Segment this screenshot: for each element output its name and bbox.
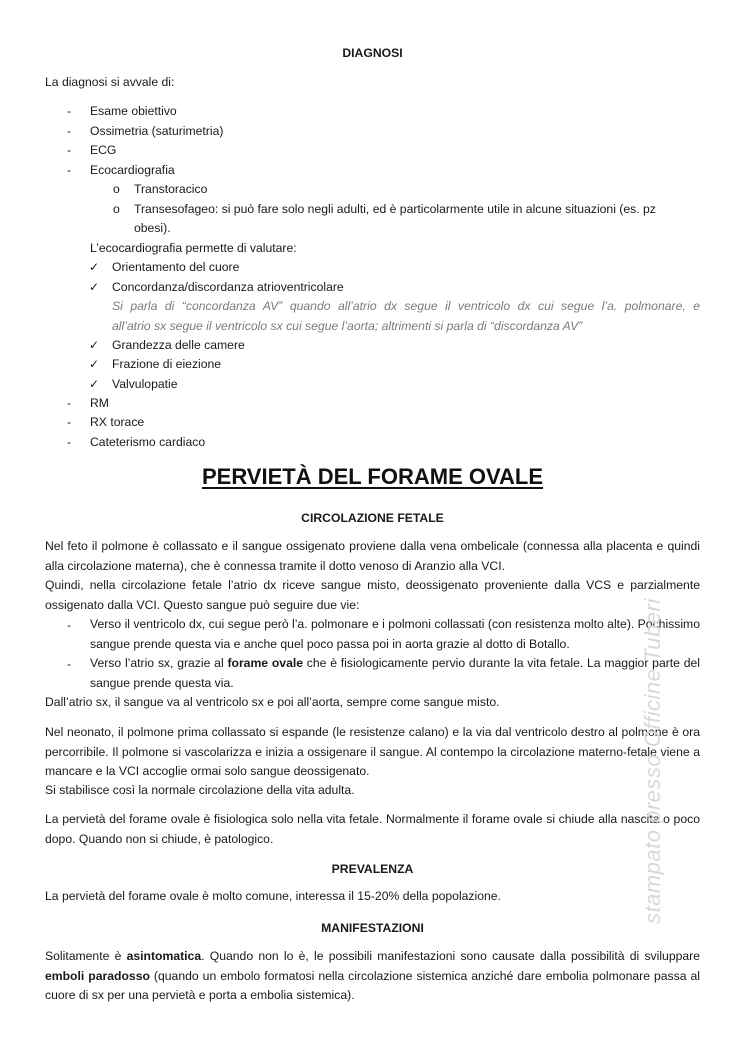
paragraph: Quindi, nella circolazione fetale l’atrio dx riceve sangue misto, deossigenato proveniente dalla VCS e parzialmente ossigenato dalla VCI. Questo sangue può seguire due vie: bbox=[45, 578, 700, 612]
dash-bullet: - bbox=[67, 104, 72, 118]
paragraph: Nel neonato, il polmone prima collassato si espande (le resistenze calano) e la via dal ventricolo destro al polmone è ora percorribile. Il polmone si vascolarizza e inizia a ossigenare il sangue. Al contempo la circolazione materno-fetale viene a mancare e la VCI accoglie ormai solo sangue deossigenato. bbox=[45, 725, 700, 778]
paragraph: Dall’atrio sx, il sangue va al ventricolo sx e poi all’aorta, sempre come sangue misto. bbox=[45, 695, 500, 709]
list-item: Cateterismo cardiaco bbox=[90, 435, 206, 449]
check-item: Concordanza/discordanza atrioventricolare bbox=[112, 280, 344, 294]
circle-bullet: o bbox=[113, 182, 120, 196]
circle-bullet: o bbox=[113, 202, 120, 216]
eco-intro: L’ecocardiografia permette di valutare: bbox=[90, 241, 297, 255]
bold-term: asintomatica bbox=[126, 949, 202, 963]
list-item bbox=[90, 654, 700, 693]
dash-bullet: - bbox=[67, 143, 72, 157]
diagnosi-intro: La diagnosi si avvale di: bbox=[45, 75, 175, 89]
list-item: RX torace bbox=[90, 415, 145, 429]
note-line: all’atrio sx segue il ventricolo sx cui segue l’aorta; altrimenti si parla di “discordanza AV” bbox=[112, 319, 583, 333]
page-title: PERVIETÀ DEL FORAME OVALE bbox=[201, 464, 544, 489]
dash-bullet: - bbox=[67, 163, 72, 177]
text-run: (quando un embolo formatosi nella circolazione sistemica anziché dare embolia polmonare passa al cuore di sx per una pervietà e porta a embolia sistemica). bbox=[45, 968, 700, 1002]
check-item: Valvulopatie bbox=[112, 377, 178, 391]
dash-bullet: - bbox=[67, 435, 72, 449]
dash-bullet: - bbox=[67, 396, 72, 410]
list-item: RM bbox=[90, 396, 109, 410]
paragraph: Nel feto il polmone è collassato e il sangue ossigenato proviene dalla vena ombelicale (connessa alla placenta e quindi alla circolazione materna), che è connessa tramite il dotto venoso di Aranzio alla VCI. bbox=[45, 539, 700, 573]
text-run: Verso l’atrio sx, grazie al bbox=[90, 656, 228, 670]
dash-bullet: - bbox=[67, 124, 72, 138]
dash-bullet: - bbox=[67, 657, 72, 671]
checkmark-icon: ✓ bbox=[89, 338, 100, 352]
paragraph: La pervietà del forame ovale è fisiologica solo nella vita fetale. Normalmente il forame ovale si chiude alla nascita o poco dopo. Quando non si chiude, è patologico. bbox=[45, 812, 700, 846]
dash-bullet: - bbox=[67, 415, 72, 429]
sub-list-item-cont: obesi). bbox=[134, 221, 171, 235]
checkmark-icon: ✓ bbox=[89, 260, 100, 274]
list-item: Verso il ventricolo dx, cui segue però l’a. polmonare e i polmoni collassati (con resistenza molto alte). Pochissimo sangue prende questa via e anche quel poco passa poi in aorta grazie al dotto di Botallo. bbox=[90, 617, 700, 651]
sub-list-item: Transesofageo: si può fare solo negli adulti, ed è particolarmente utile in alcune situazioni (es. pz bbox=[134, 202, 656, 216]
check-item: Grandezza delle camere bbox=[112, 338, 245, 352]
list-item: Ossimetria (saturimetria) bbox=[90, 124, 224, 138]
check-item: Frazione di eiezione bbox=[112, 357, 222, 371]
paragraph: Si stabilisce così la normale circolazione della vita adulta. bbox=[45, 783, 355, 797]
checkmark-icon: ✓ bbox=[89, 280, 100, 294]
checkmark-icon: ✓ bbox=[89, 377, 100, 391]
text-run: che è fisiologicamente pervio durante la vita fetale. La maggior parte del sangue prende questa via. bbox=[90, 656, 700, 690]
list-item: Esame obiettivo bbox=[90, 104, 177, 118]
note-line: Si parla di “concordanza AV” quando all’atrio dx segue il ventricolo dx cui segue l’a. polmonare, e bbox=[112, 299, 700, 313]
bold-term: forame ovale bbox=[227, 656, 304, 670]
bold-term: emboli paradosso bbox=[45, 968, 150, 983]
list-item: Ecocardiografia bbox=[90, 163, 175, 177]
section-heading-diagnosi: DIAGNOSI bbox=[342, 46, 403, 60]
section-heading-prevalenza: PREVALENZA bbox=[331, 862, 414, 876]
paragraph: La pervietà del forame ovale è molto comune, interessa il 15-20% della popolazione. bbox=[45, 889, 501, 903]
text-run: Solitamente è bbox=[45, 949, 127, 963]
check-item: Orientamento del cuore bbox=[112, 260, 240, 274]
list-item: ECG bbox=[90, 143, 117, 157]
watermark: stampato presso Officine Tuberi bbox=[640, 598, 665, 924]
paragraph bbox=[45, 947, 700, 1006]
section-heading-manifestazioni: MANIFESTAZIONI bbox=[321, 921, 424, 935]
checkmark-icon: ✓ bbox=[89, 357, 100, 371]
text-run: . Quando non lo è, le possibili manifestazioni sono causate dalla possibilità di sviluppare bbox=[201, 949, 700, 963]
section-heading-circolazione: CIRCOLAZIONE FETALE bbox=[301, 511, 444, 525]
dash-bullet: - bbox=[67, 618, 72, 632]
sub-list-item: Transtoracico bbox=[134, 182, 208, 196]
